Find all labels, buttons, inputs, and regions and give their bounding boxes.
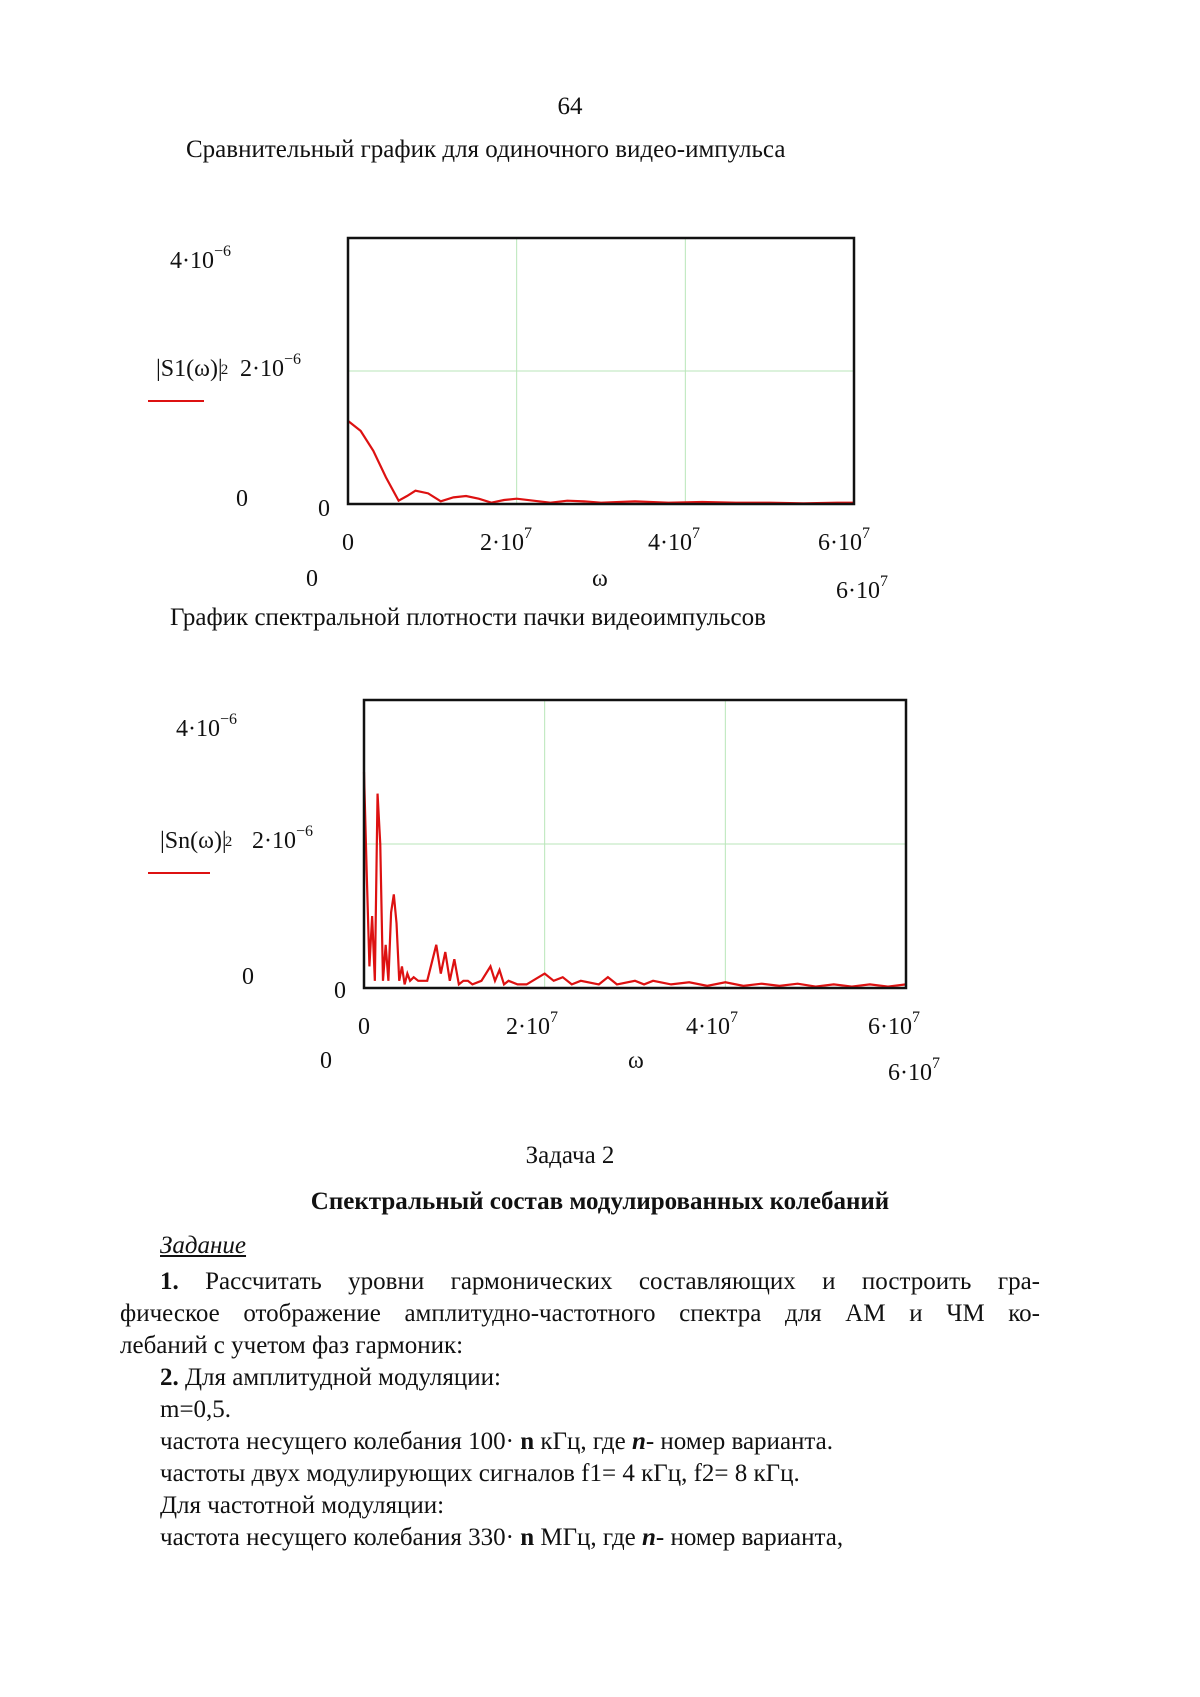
chart-1-xtick-2e7: $2\cdot 10^7$ — [480, 525, 532, 556]
chart-1-xlabel: ω — [592, 566, 608, 592]
chart-2-xtick-0: 0 — [358, 1014, 370, 1040]
chart-1-legend-line — [148, 400, 204, 402]
chart-1-ytick-zero-outer: 0 — [236, 486, 248, 512]
paragraph-2: 2. Для амплитудной модуляции: — [160, 1364, 501, 1391]
chart-1-xtick-4e7: $4\cdot 10^7$ — [648, 525, 700, 556]
chart-1-plot — [346, 236, 856, 506]
chart-2-ytick-mid: $2\cdot 10^{-6}$ — [252, 823, 314, 854]
page-number: 64 — [557, 93, 583, 120]
chart-2-ylabel-power: 2 — [224, 834, 233, 850]
line-fm-heading: Для частотной модуляции: — [160, 1492, 445, 1519]
task-number: Задача 2 — [525, 1142, 615, 1169]
chart-2-title: График спектральной плотности пачки видеоимпульсов — [170, 604, 766, 631]
line-modulating-frequencies: частоты двух модулирующих сигналов f1= 4 кГц, f2= 8 кГц. — [160, 1460, 800, 1487]
task-heading: Задание — [160, 1232, 247, 1259]
line-carrier-fm: частота несущего колебания 330· n МГц, где n- номер варианта, — [160, 1524, 844, 1551]
chart-2-ytick-top: $4\cdot 10^{-6}$ — [176, 711, 238, 742]
chart-2-xlabel: ω — [628, 1048, 644, 1074]
chart-1-ylabel: |S1(ω)|2 — [156, 356, 229, 382]
chart-1-xrange-min: 0 — [306, 566, 318, 592]
chart-2-ytick-zero-inner: 0 — [334, 978, 346, 1004]
line-carrier-am: частота несущего колебания 100· n кГц, где n- номер варианта. — [160, 1428, 833, 1455]
line-modulation-index: m=0,5. — [160, 1396, 232, 1423]
chart-1-series-S1 — [348, 421, 854, 503]
chart-2-xrange-max: $6\cdot 10^7$ — [888, 1055, 940, 1086]
chart-1-ytick-top: $4\cdot 10^{-6}$ — [170, 243, 232, 274]
chart-2-series-Sn — [364, 772, 906, 987]
chart-1-ytick-mid: $2\cdot 10^{-6}$ — [240, 351, 302, 382]
chart-2-plot — [362, 698, 908, 990]
section-title: Спектральный состав модулированных колебаний — [310, 1188, 890, 1215]
paragraph-1-line-2: фическое отображение амплитудно-частотного спектра для АМ и ЧМ ко- — [120, 1300, 1040, 1327]
chart-1-xtick-0: 0 — [342, 530, 354, 556]
chart-2-legend-line — [148, 872, 210, 874]
chart-2-ytick-zero-outer: 0 — [242, 964, 254, 990]
chart-1-ytick-zero-inner: 0 — [318, 496, 330, 522]
chart-1-ylabel-power: 2 — [220, 362, 229, 378]
chart-2-xtick-6e7: $6\cdot 10^7$ — [868, 1009, 920, 1040]
chart-1-xtick-6e7: $6\cdot 10^7$ — [818, 525, 870, 556]
chart-1-xrange-max: $6\cdot 10^7$ — [836, 573, 888, 604]
paragraph-1-line-1: 1. Рассчитать уровни гармонических составляющих и построить гра- — [160, 1268, 1040, 1295]
chart-2-xrange-min: 0 — [320, 1048, 332, 1074]
chart-1-title: Сравнительный график для одиночного видео-импульса — [186, 136, 786, 163]
chart-2-ylabel: |Sn(ω)|2 — [160, 828, 233, 854]
paragraph-1-line-3: лебаний с учетом фаз гармоник: — [120, 1332, 464, 1359]
chart-2-xtick-4e7: $4\cdot 10^7$ — [686, 1009, 738, 1040]
chart-2-xtick-2e7: $2\cdot 10^7$ — [506, 1009, 558, 1040]
